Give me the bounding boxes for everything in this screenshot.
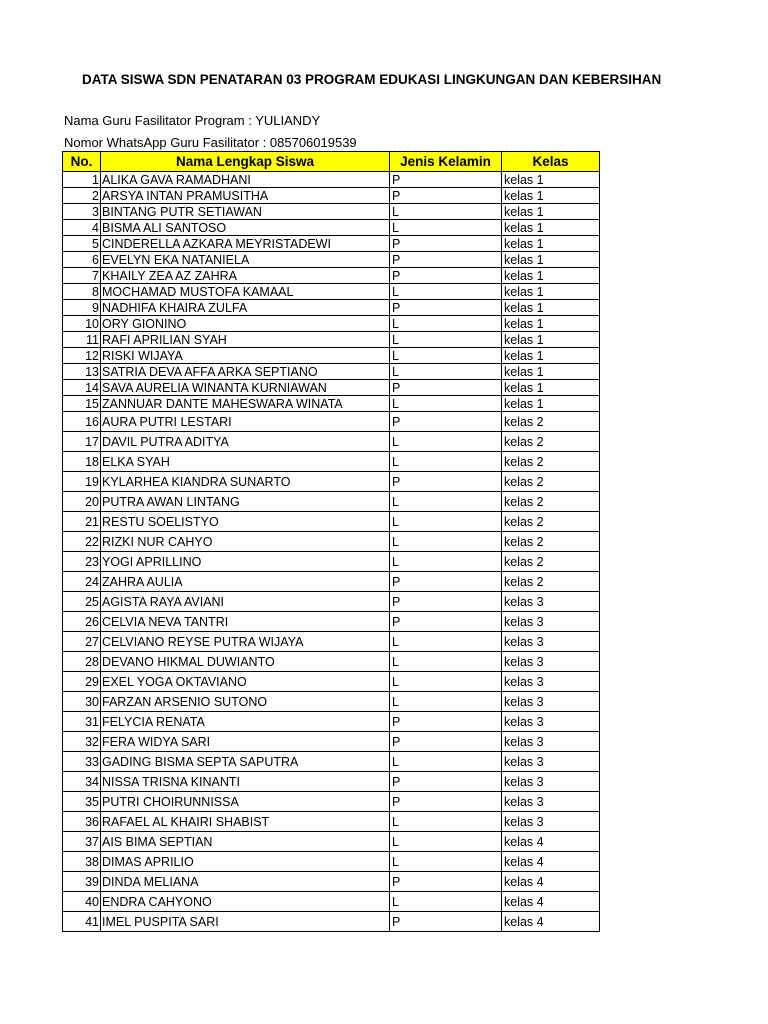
student-name-cell: KHAILY ZEA AZ ZAHRA (101, 268, 390, 284)
class-cell: kelas 4 (502, 912, 600, 932)
class-cell: kelas 1 (502, 204, 600, 220)
table-row (63, 912, 600, 932)
facilitator-whatsapp: Nomor WhatsApp Guru Fasilitator : 085706019539 (64, 135, 357, 150)
gender-cell: P (390, 732, 502, 752)
student-name-cell: SATRIA DEVA AFFA ARKA SEPTIANO (101, 364, 390, 380)
table-row (63, 672, 600, 692)
student-name-cell: RESTU SOELISTYO (101, 512, 390, 532)
table-row (63, 252, 600, 268)
student-name-cell: CINDERELLA AZKARA MEYRISTADEWI (101, 236, 390, 252)
row-number-cell: 32 (63, 732, 101, 752)
class-cell: kelas 4 (502, 892, 600, 912)
table-row (63, 892, 600, 912)
row-number-cell: 40 (63, 892, 101, 912)
table-row (63, 732, 600, 752)
table-row (63, 188, 600, 204)
table-row (63, 872, 600, 892)
row-number-cell: 2 (63, 188, 101, 204)
row-number-cell: 29 (63, 672, 101, 692)
student-name-cell: BISMA ALI SANTOSO (101, 220, 390, 236)
student-name-cell: CELVIA NEVA TANTRI (101, 612, 390, 632)
table-row (63, 632, 600, 652)
gender-cell: P (390, 412, 502, 432)
table-row (63, 812, 600, 832)
gender-cell: P (390, 268, 502, 284)
row-number-cell: 41 (63, 912, 101, 932)
student-table (62, 151, 600, 932)
class-cell: kelas 2 (502, 412, 600, 432)
gender-cell: L (390, 396, 502, 412)
student-name-cell: PUTRA AWAN LINTANG (101, 492, 390, 512)
class-cell: kelas 3 (502, 612, 600, 632)
gender-cell: L (390, 692, 502, 712)
class-cell: kelas 1 (502, 268, 600, 284)
row-number-cell: 24 (63, 572, 101, 592)
class-cell: kelas 2 (502, 512, 600, 532)
gender-cell: P (390, 912, 502, 932)
student-name-cell: RAFAEL AL KHAIRI SHABIST (101, 812, 390, 832)
class-cell: kelas 1 (502, 188, 600, 204)
class-cell: kelas 1 (502, 220, 600, 236)
gender-cell: L (390, 204, 502, 220)
class-cell: kelas 1 (502, 396, 600, 412)
gender-cell: L (390, 332, 502, 348)
row-number-cell: 33 (63, 752, 101, 772)
gender-cell: P (390, 172, 502, 188)
student-name-cell: RAFI APRILIAN SYAH (101, 332, 390, 348)
class-cell: kelas 3 (502, 672, 600, 692)
row-number-cell: 8 (63, 284, 101, 300)
gender-cell: L (390, 316, 502, 332)
student-name-cell: NADHIFA KHAIRA ZULFA (101, 300, 390, 316)
class-cell: kelas 2 (502, 492, 600, 512)
document-title: DATA SISWA SDN PENATARAN 03 PROGRAM EDUKASI LINGKUNGAN DAN KEBERSIHAN (82, 72, 662, 87)
gender-cell: P (390, 300, 502, 316)
table-row (63, 432, 600, 452)
student-name-cell: ELKA SYAH (101, 452, 390, 472)
student-name-cell: ALIKA GAVA RAMADHANI (101, 172, 390, 188)
gender-cell: L (390, 432, 502, 452)
student-name-cell: YOGI APRILLINO (101, 552, 390, 572)
gender-cell: P (390, 712, 502, 732)
class-cell: kelas 1 (502, 172, 600, 188)
row-number-cell: 23 (63, 552, 101, 572)
table-row (63, 772, 600, 792)
row-number-cell: 19 (63, 472, 101, 492)
table-row (63, 692, 600, 712)
table-header-row (63, 152, 600, 172)
student-name-cell: KYLARHEA KIANDRA SUNARTO (101, 472, 390, 492)
gender-cell: L (390, 348, 502, 364)
row-number-cell: 30 (63, 692, 101, 712)
row-number-cell: 17 (63, 432, 101, 452)
gender-cell: P (390, 572, 502, 592)
student-name-cell: AIS BIMA SEPTIAN (101, 832, 390, 852)
student-name-cell: ARSYA INTAN PRAMUSITHA (101, 188, 390, 204)
gender-cell: P (390, 236, 502, 252)
row-number-cell: 34 (63, 772, 101, 792)
row-number-cell: 11 (63, 332, 101, 348)
row-number-cell: 10 (63, 316, 101, 332)
class-cell: kelas 1 (502, 284, 600, 300)
row-number-cell: 36 (63, 812, 101, 832)
gender-cell: P (390, 772, 502, 792)
student-name-cell: ZAHRA AULIA (101, 572, 390, 592)
row-number-cell: 14 (63, 380, 101, 396)
class-cell: kelas 2 (502, 552, 600, 572)
table-row (63, 332, 600, 348)
student-name-cell: ZANNUAR DANTE MAHESWARA WINATA (101, 396, 390, 412)
student-name-cell: GADING BISMA SEPTA SAPUTRA (101, 752, 390, 772)
table-row (63, 752, 600, 772)
gender-cell: L (390, 852, 502, 872)
class-cell: kelas 1 (502, 252, 600, 268)
table-row (63, 220, 600, 236)
table-row (63, 712, 600, 732)
class-cell: kelas 2 (502, 532, 600, 552)
header-name: Nama Lengkap Siswa (101, 152, 390, 172)
table-row (63, 532, 600, 552)
student-name-cell: DEVANO HIKMAL DUWIANTO (101, 652, 390, 672)
table-row (63, 592, 600, 612)
row-number-cell: 38 (63, 852, 101, 872)
gender-cell: L (390, 532, 502, 552)
table-row (63, 852, 600, 872)
table-row (63, 472, 600, 492)
row-number-cell: 3 (63, 204, 101, 220)
class-cell: kelas 1 (502, 300, 600, 316)
row-number-cell: 4 (63, 220, 101, 236)
row-number-cell: 5 (63, 236, 101, 252)
class-cell: kelas 1 (502, 332, 600, 348)
row-number-cell: 21 (63, 512, 101, 532)
table-row (63, 204, 600, 220)
gender-cell: P (390, 188, 502, 204)
class-cell: kelas 2 (502, 452, 600, 472)
table-row (63, 512, 600, 532)
student-name-cell: IMEL PUSPITA SARI (101, 912, 390, 932)
student-name-cell: PUTRI CHOIRUNNISSA (101, 792, 390, 812)
class-cell: kelas 3 (502, 712, 600, 732)
row-number-cell: 39 (63, 872, 101, 892)
class-cell: kelas 3 (502, 812, 600, 832)
table-row (63, 832, 600, 852)
row-number-cell: 28 (63, 652, 101, 672)
student-name-cell: AURA PUTRI LESTARI (101, 412, 390, 432)
class-cell: kelas 3 (502, 752, 600, 772)
class-cell: kelas 3 (502, 632, 600, 652)
gender-cell: P (390, 612, 502, 632)
gender-cell: P (390, 592, 502, 612)
table-row (63, 268, 600, 284)
gender-cell: P (390, 792, 502, 812)
gender-cell: L (390, 812, 502, 832)
student-name-cell: RISKI WIJAYA (101, 348, 390, 364)
class-cell: kelas 1 (502, 380, 600, 396)
gender-cell: P (390, 872, 502, 892)
table-row (63, 348, 600, 364)
gender-cell: L (390, 364, 502, 380)
student-name-cell: DIMAS APRILIO (101, 852, 390, 872)
gender-cell: L (390, 652, 502, 672)
class-cell: kelas 3 (502, 792, 600, 812)
gender-cell: L (390, 452, 502, 472)
table-row (63, 172, 600, 188)
row-number-cell: 13 (63, 364, 101, 380)
row-number-cell: 22 (63, 532, 101, 552)
class-cell: kelas 2 (502, 472, 600, 492)
student-name-cell: EVELYN EKA NATANIELA (101, 252, 390, 268)
gender-cell: L (390, 892, 502, 912)
row-number-cell: 16 (63, 412, 101, 432)
student-name-cell: BINTANG PUTR SETIAWAN (101, 204, 390, 220)
class-cell: kelas 2 (502, 572, 600, 592)
table-row (63, 552, 600, 572)
class-cell: kelas 3 (502, 732, 600, 752)
class-cell: kelas 3 (502, 652, 600, 672)
row-number-cell: 37 (63, 832, 101, 852)
gender-cell: L (390, 512, 502, 532)
class-cell: kelas 3 (502, 772, 600, 792)
row-number-cell: 20 (63, 492, 101, 512)
gender-cell: P (390, 252, 502, 268)
row-number-cell: 7 (63, 268, 101, 284)
table-row (63, 284, 600, 300)
class-cell: kelas 1 (502, 236, 600, 252)
student-name-cell: SAVA AURELIA WINANTA KURNIAWAN (101, 380, 390, 396)
student-name-cell: FARZAN ARSENIO SUTONO (101, 692, 390, 712)
class-cell: kelas 4 (502, 852, 600, 872)
row-number-cell: 25 (63, 592, 101, 612)
row-number-cell: 6 (63, 252, 101, 268)
table-row (63, 572, 600, 592)
class-cell: kelas 1 (502, 316, 600, 332)
table-row (63, 412, 600, 432)
class-cell: kelas 3 (502, 592, 600, 612)
gender-cell: L (390, 492, 502, 512)
row-number-cell: 12 (63, 348, 101, 364)
facilitator-name: Nama Guru Fasilitator Program : YULIANDY (64, 113, 321, 128)
student-name-cell: DINDA MELIANA (101, 872, 390, 892)
row-number-cell: 15 (63, 396, 101, 412)
header-no: No. (63, 152, 101, 172)
class-cell: kelas 3 (502, 692, 600, 712)
header-gender: Jenis Kelamin (390, 152, 502, 172)
class-cell: kelas 4 (502, 832, 600, 852)
row-number-cell: 9 (63, 300, 101, 316)
class-cell: kelas 2 (502, 432, 600, 452)
gender-cell: L (390, 220, 502, 236)
student-name-cell: ORY GIONINO (101, 316, 390, 332)
table-row (63, 236, 600, 252)
row-number-cell: 31 (63, 712, 101, 732)
gender-cell: L (390, 832, 502, 852)
table-row (63, 792, 600, 812)
gender-cell: P (390, 380, 502, 396)
row-number-cell: 26 (63, 612, 101, 632)
class-cell: kelas 1 (502, 364, 600, 380)
row-number-cell: 35 (63, 792, 101, 812)
table-row (63, 452, 600, 472)
gender-cell: L (390, 632, 502, 652)
gender-cell: L (390, 552, 502, 572)
row-number-cell: 1 (63, 172, 101, 188)
header-class: Kelas (502, 152, 600, 172)
table-row (63, 364, 600, 380)
table-row (63, 492, 600, 512)
gender-cell: L (390, 752, 502, 772)
table-row (63, 316, 600, 332)
table-row (63, 652, 600, 672)
gender-cell: P (390, 472, 502, 492)
student-name-cell: NISSA TRISNA KINANTI (101, 772, 390, 792)
gender-cell: L (390, 284, 502, 300)
student-name-cell: EXEL YOGA OKTAVIANO (101, 672, 390, 692)
student-name-cell: FELYCIA RENATA (101, 712, 390, 732)
student-name-cell: AGISTA RAYA AVIANI (101, 592, 390, 612)
table-row (63, 612, 600, 632)
row-number-cell: 18 (63, 452, 101, 472)
student-name-cell: RIZKI NUR CAHYO (101, 532, 390, 552)
student-name-cell: MOCHAMAD MUSTOFA KAMAAL (101, 284, 390, 300)
gender-cell: L (390, 672, 502, 692)
table-row (63, 300, 600, 316)
table-row (63, 380, 600, 396)
row-number-cell: 27 (63, 632, 101, 652)
student-name-cell: FERA WIDYA SARI (101, 732, 390, 752)
student-name-cell: CELVIANO REYSE PUTRA WIJAYA (101, 632, 390, 652)
class-cell: kelas 1 (502, 348, 600, 364)
student-name-cell: DAVIL PUTRA ADITYA (101, 432, 390, 452)
table-row (63, 396, 600, 412)
class-cell: kelas 4 (502, 872, 600, 892)
student-name-cell: ENDRA CAHYONO (101, 892, 390, 912)
table-body (63, 172, 600, 932)
